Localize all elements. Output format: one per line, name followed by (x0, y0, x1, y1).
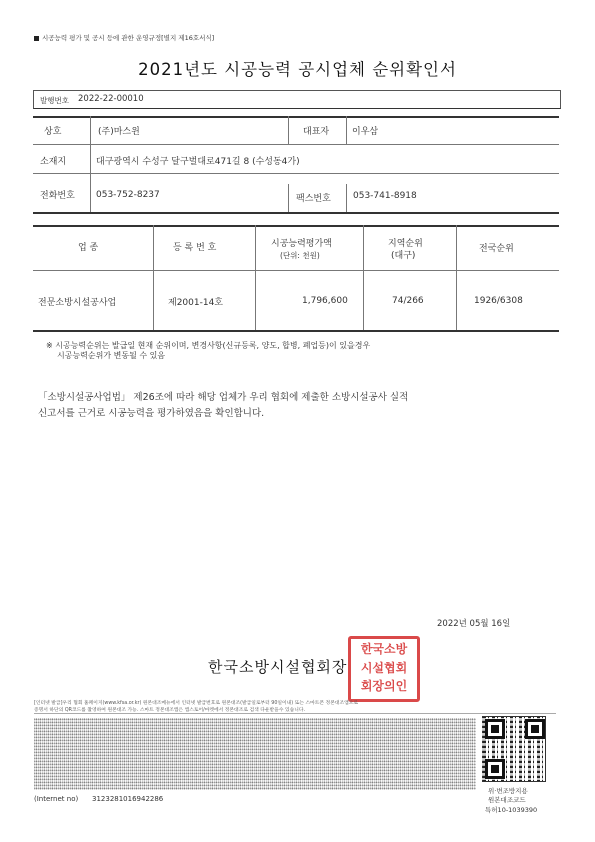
header-capacity-unit: (단위: 천원) (280, 251, 320, 260)
qr-caption-2: 원본대조코드 (488, 796, 526, 804)
footer-note-line-2: 증명서 하단의 QR코드를 촬영하여 원본대조 가능. 스마트 정본대조앱은 앱스토어/마켓에서 정본대조로 검색 다운받을수 있습니다. (34, 708, 306, 713)
qr-finder-icon (485, 719, 505, 739)
fax-label: 팩스번호 (296, 194, 331, 204)
row-regional: 74/266 (392, 296, 424, 306)
issue-number: 2022-22-00010 (78, 94, 144, 104)
document-title: 2021년도 시공능력 공시업체 순위확인서 (138, 60, 457, 79)
internet-no: 3123281016942286 (92, 795, 164, 803)
representative: 이우삼 (352, 127, 379, 137)
representative-label: 대표자 (303, 127, 330, 137)
row-capacity: 1,796,600 (302, 296, 348, 306)
square-bullet-icon (34, 36, 39, 41)
form-reference (34, 33, 214, 42)
row-national: 1926/6308 (474, 296, 523, 306)
footer-note-line-1: [인터넷 발급]우리 협회 홈페이지(www.kfsa.or.kr) 원본대조메뉴에서 인터넷 발급번호로 원본대조(발급일로부터 90일이내) 또는 스마트폰 정본대조앱으로 (34, 701, 358, 706)
confirmation-line-2: 신고서를 근거로 시공능력을 평가하였음을 확인합니다. (38, 408, 265, 419)
row-reg-no: 제2001-14호 (168, 298, 223, 308)
issue-date: 2022년 05월 16일 (437, 619, 511, 629)
fax: 053-741-8918 (353, 191, 417, 201)
company-name-label: 상호 (44, 127, 62, 137)
phone: 053-752-8237 (96, 190, 160, 200)
header-reg-no: 등 록 번 호 (173, 243, 217, 253)
company-name: (주)마스윈 (98, 127, 140, 137)
address-label: 소재지 (40, 157, 67, 167)
header-capacity: 시공능력평가액 (271, 239, 332, 249)
header-regional-sub: (대구) (391, 251, 416, 261)
association-name: 한국소방시설협회장 (208, 658, 348, 676)
internet-no-label: (Internet no) (34, 795, 79, 803)
qr-finder-icon (485, 759, 505, 779)
qr-caption-1: 위·변조방지용 (488, 787, 528, 795)
patent-number: 특허10-1039390 (485, 806, 538, 814)
qr-finder-icon (525, 719, 545, 739)
note-line-2: 시공능력순위가 변동될 수 있음 (57, 351, 166, 360)
issue-number-label: 발행번호 (40, 96, 69, 105)
row-industry: 전문소방시설공사업 (38, 298, 117, 308)
confirmation-line-1: 「소방시설공사업법」 제26조에 따라 해당 업체가 우리 협회에 제출한 소방시설공사 실적 (38, 392, 409, 403)
address: 대구광역시 수성구 달구벌대로471길 8 (수성동4가) (96, 157, 300, 167)
phone-label: 전화번호 (40, 191, 75, 201)
header-national: 전국순위 (479, 244, 514, 254)
header-industry: 업 종 (78, 243, 99, 253)
note-line-1: ※ 시공능력순위는 발급일 현재 순위이며, 변경사항(신규등록, 양도, 합병, 폐업등)이 있을경우 (46, 341, 371, 350)
official-seal-icon: 한국소방 시설협회 회장의인 (348, 636, 420, 702)
form-reference-text: 시공능력 평가 및 공시 등에 관한 운영규정[별지 제16호서식] (42, 34, 215, 42)
header-regional: 지역순위 (388, 239, 423, 249)
